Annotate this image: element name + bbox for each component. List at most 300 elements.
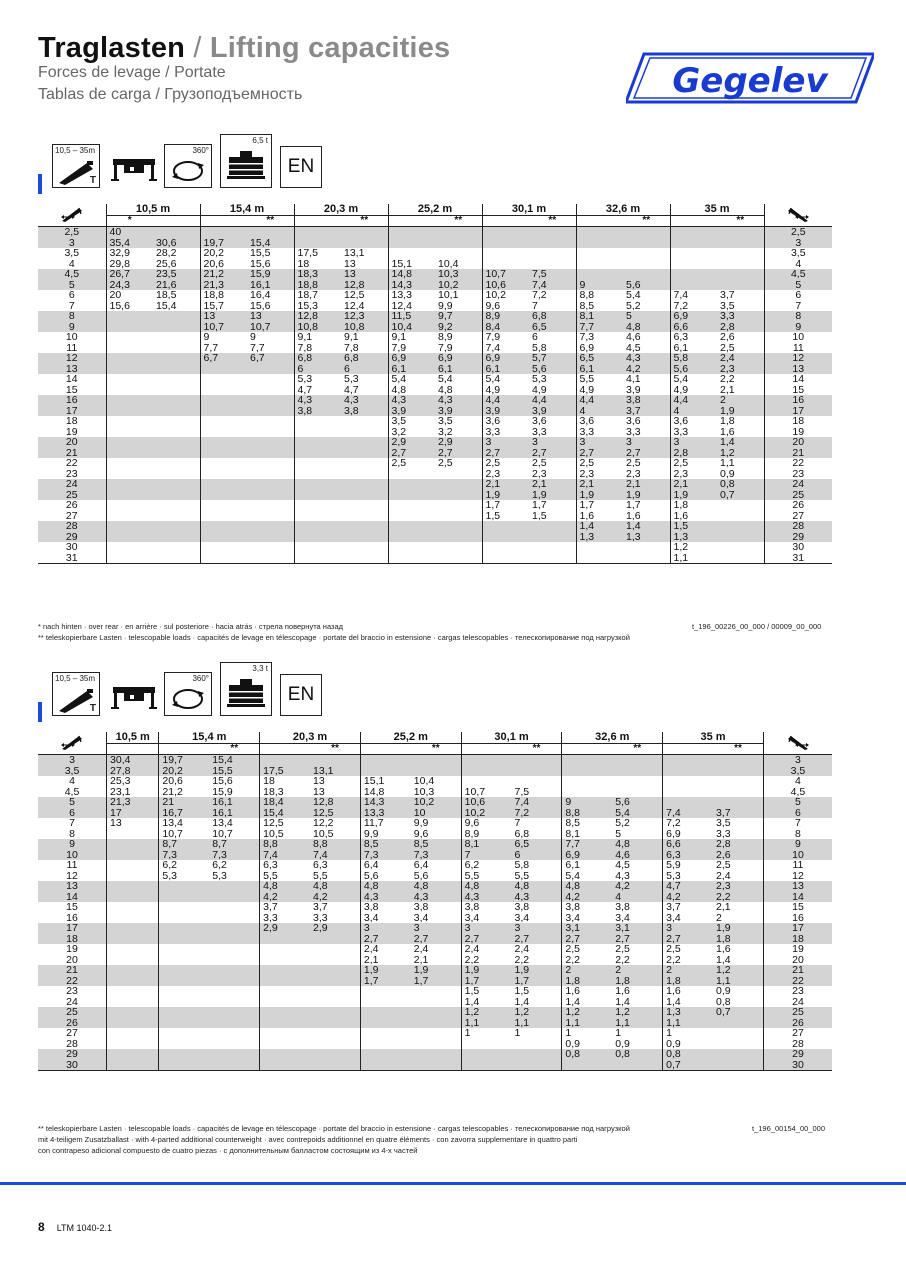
capacity-cell: 5,5 — [313, 870, 328, 881]
capacity-cell: 13 — [107, 818, 159, 829]
capacity-cell: 11,7 — [360, 818, 410, 829]
capacity-cell — [153, 553, 200, 564]
table-row — [38, 259, 832, 270]
slewing-360-icon — [164, 672, 212, 716]
table-row — [38, 269, 832, 280]
table-row — [38, 311, 832, 322]
capacity-cell: 4,3 — [623, 353, 670, 364]
capacity-cell: 9,9 — [438, 300, 453, 311]
table-row — [38, 913, 832, 924]
capacity-cell: 4,2 — [310, 892, 360, 903]
capacity-cell — [159, 986, 209, 997]
capacity-cell: 2,4 — [717, 353, 764, 364]
capacity-cell: 1,1 — [562, 1018, 612, 1029]
capacity-cell — [159, 934, 209, 945]
capacity-cell: 2,7 — [388, 448, 435, 459]
table-row — [38, 500, 832, 511]
capacity-cell — [107, 913, 159, 924]
slew-label: 360° — [192, 146, 209, 155]
load-type-mark — [562, 743, 612, 755]
capacity-cell — [435, 521, 482, 532]
capacity-cell: 2,3 — [626, 468, 641, 479]
capacity-cell — [209, 986, 259, 997]
capacity-cell — [411, 1007, 461, 1018]
capacity-cell — [159, 976, 209, 987]
load-type-mark — [461, 743, 511, 755]
capacity-cell: 5,8 — [514, 860, 530, 871]
boom-length-header: 35 m — [670, 204, 764, 215]
capacity-cell: 6,8 — [514, 828, 530, 839]
capacity-cell — [461, 1049, 511, 1060]
capacity-cell: 1,2 — [461, 1007, 511, 1018]
capacity-cell: 7,5 — [529, 269, 576, 280]
capacity-cell — [107, 1049, 159, 1060]
capacity-cell — [310, 986, 360, 997]
boom-length-header: 30,1 m — [482, 204, 576, 215]
capacity-cell: 4,8 — [260, 881, 310, 892]
capacity-cell: 1,5 — [461, 986, 511, 997]
capacity-cell — [106, 511, 153, 522]
capacity-cell: 13,3 — [360, 808, 410, 819]
capacity-cell: 3,4 — [615, 912, 630, 923]
capacity-cell: 2,5 — [626, 458, 641, 469]
capacity-cell: 2,5 — [482, 458, 529, 469]
capacity-cell — [341, 458, 388, 469]
capacity-cell: 4,8 — [612, 839, 662, 850]
capacity-cell — [153, 500, 200, 511]
capacity-cell: 3,3 — [313, 912, 328, 923]
radius-cell-right: 6 — [763, 808, 832, 819]
capacity-cell — [713, 1018, 763, 1029]
capacity-cell — [388, 248, 435, 259]
capacity-cell: 6,1 — [576, 364, 623, 375]
capacity-cell: 1,1 — [512, 1018, 562, 1029]
capacity-cell — [209, 1049, 259, 1060]
capacity-cell — [482, 227, 529, 238]
radius-cell: 12 — [66, 870, 78, 881]
radius-cell: 23 — [65, 468, 78, 479]
capacity-cell: 4,2 — [260, 892, 310, 903]
capacity-cell — [576, 259, 623, 270]
radius-cell-right: 4,5 — [764, 269, 832, 280]
capacity-cell: 21,3 — [200, 280, 247, 291]
capacity-cell: 1,9 — [713, 923, 763, 934]
capacity-cell: 3,6 — [626, 416, 641, 427]
capacity-cell — [209, 965, 259, 976]
capacity-cell: 5,7 — [529, 353, 576, 364]
capacity-cell: 1,2 — [612, 1007, 662, 1018]
capacity-cell: 2,5 — [615, 944, 630, 955]
table-row — [38, 986, 832, 997]
capacity-cell: 1,7 — [532, 500, 547, 511]
table-row — [38, 353, 832, 364]
capacity-cell — [713, 1049, 763, 1060]
capacity-cell — [461, 766, 511, 777]
table-row — [38, 290, 832, 301]
brand-logo — [626, 52, 874, 104]
capacity-cell: 10,4 — [413, 776, 435, 787]
capacity-cell: 30,6 — [153, 238, 200, 249]
capacity-cell: 1,6 — [670, 511, 717, 522]
capacity-cell: 4,8 — [438, 384, 453, 395]
capacity-cell: 23,1 — [107, 787, 159, 798]
capacity-cell: 9,6 — [482, 301, 529, 312]
capacity-cell — [310, 976, 360, 987]
capacity-cell — [294, 479, 341, 490]
capacity-cell — [612, 755, 662, 766]
capacity-cell: 7,2 — [512, 808, 562, 819]
radius-cell-right: 4 — [763, 776, 832, 787]
capacity-cell: 15,4 — [209, 755, 259, 766]
capacity-cell: 3,3 — [670, 427, 717, 438]
capacity-cell: 7,4 — [512, 797, 562, 808]
capacity-cell — [106, 427, 153, 438]
footnote-2b: mit 4-teiligem Zusatzballast · with 4-parted additional counterweight · avec contrepoids additionnel en quatre éléments · con zavorra supplementare in quattro parti — [38, 1135, 578, 1144]
capacity-cell — [388, 532, 435, 543]
capacity-cell: 1 — [562, 1028, 612, 1039]
capacity-cell: 4,8 — [562, 881, 612, 892]
capacity-cell: 4,9 — [670, 385, 717, 396]
capacity-cell: 2,7 — [435, 448, 482, 459]
capacity-cell — [670, 238, 717, 249]
capacity-cell: 21,6 — [153, 280, 200, 291]
load-type-mark: ** — [713, 743, 763, 755]
capacity-cell — [310, 997, 360, 1008]
capacity-cell: 15,9 — [212, 786, 233, 797]
title — [38, 32, 450, 65]
slewing-360-icon — [164, 144, 212, 188]
capacity-cell: 6 — [294, 364, 341, 375]
load-type-mark — [294, 215, 341, 227]
table-row — [38, 766, 832, 777]
capacity-cell: 6,2 — [461, 860, 511, 871]
capacity-cell — [341, 532, 388, 543]
capacity-cell — [360, 1007, 410, 1018]
capacity-cell: 6,3 — [670, 332, 717, 343]
capacity-cell — [529, 532, 576, 543]
capacity-cell — [247, 458, 294, 469]
radius-cell: 4,5 — [64, 786, 80, 797]
capacity-cell — [247, 511, 294, 522]
capacity-cell: 3 — [411, 923, 461, 934]
accent-marker — [38, 174, 42, 194]
radius-cell-right: 4,5 — [763, 787, 832, 798]
capacity-cell: 10,2 — [435, 280, 482, 291]
capacity-cell — [153, 343, 200, 354]
capacity-cell: 15,6 — [250, 258, 271, 269]
capacity-cell: 3,1 — [562, 923, 612, 934]
capacity-cell: 11,5 — [388, 311, 435, 322]
table-row — [38, 406, 832, 417]
capacity-cell: 5,4 — [670, 374, 717, 385]
table-row — [38, 808, 832, 819]
load-type-mark — [388, 215, 435, 227]
radius-cell-right: 20 — [764, 437, 832, 448]
capacity-cell — [247, 500, 294, 511]
radius-cell: 24 — [66, 996, 78, 1007]
capacity-cell: 8,1 — [562, 829, 612, 840]
capacity-cell: 1,3 — [670, 532, 717, 543]
capacity-cell: 3,5 — [716, 818, 731, 829]
radius-cell-right: 14 — [764, 374, 832, 385]
table-row — [38, 238, 832, 249]
capacity-cell: 6 — [341, 364, 388, 375]
capacity-cell: 1,2 — [713, 965, 763, 976]
capacity-cell — [200, 490, 247, 501]
capacity-cell — [247, 364, 294, 375]
capacity-cell — [209, 976, 259, 987]
capacity-cell: 10,6 — [482, 280, 529, 291]
capacity-cell: 3 — [529, 437, 576, 448]
capacity-cell — [107, 1007, 159, 1018]
capacity-cell: 2,3 — [713, 881, 763, 892]
table-row — [38, 343, 832, 354]
capacity-cell — [153, 448, 200, 459]
capacity-cell — [576, 227, 623, 238]
radius-cell: 30 — [65, 542, 78, 553]
capacity-cell: 1,7 — [576, 500, 623, 511]
capacity-cell: 6,5 — [576, 353, 623, 364]
capacity-cell — [341, 479, 388, 490]
capacity-cell — [294, 416, 341, 427]
capacity-cell — [562, 776, 612, 787]
capacity-cell — [529, 259, 576, 270]
capacity-cell: 2,7 — [360, 934, 410, 945]
capacity-cell: 2 — [562, 965, 612, 976]
capacity-cell — [294, 532, 341, 543]
radius-cell-right: 5 — [764, 280, 832, 291]
capacity-cell: 10,5 — [313, 828, 334, 839]
load-type-mark — [200, 215, 247, 227]
capacity-cell: 27,8 — [107, 766, 159, 777]
capacity-cell: 16,1 — [247, 280, 294, 291]
capacity-cell: 9 — [562, 797, 612, 808]
capacity-cell — [107, 892, 159, 903]
capacity-cell: 3 — [461, 923, 511, 934]
capacity-cell: 13,4 — [159, 818, 209, 829]
table-row — [38, 1007, 832, 1018]
radius-cell: 12 — [38, 353, 106, 364]
capacity-cell: 3,6 — [482, 416, 529, 427]
radius-cell-right: 23 — [763, 986, 832, 997]
capacity-cell: 2 — [716, 912, 722, 923]
capacity-cell: 2,5 — [438, 458, 453, 469]
capacity-cell — [106, 353, 153, 364]
capacity-cell — [576, 269, 623, 280]
capacity-cell: 3,8 — [294, 406, 341, 417]
load-type-mark — [107, 743, 159, 755]
capacity-cell: 3,4 — [360, 913, 410, 924]
capacity-cell — [209, 997, 259, 1008]
capacity-cell: 1,7 — [626, 500, 641, 511]
capacity-cell — [209, 955, 259, 966]
capacity-cell — [294, 448, 341, 459]
load-type-mark: ** — [612, 743, 662, 755]
capacity-cell: 3,2 — [438, 426, 453, 437]
table-row — [38, 776, 832, 787]
radius-cell-right: 24 — [764, 479, 832, 490]
capacity-cell: 15,1 — [360, 776, 410, 787]
table-row — [38, 839, 832, 850]
capacity-cell — [106, 479, 153, 490]
capacity-cell — [260, 1049, 310, 1060]
capacity-cell — [360, 1039, 410, 1050]
radius-cell: 14 — [38, 892, 107, 903]
capacity-cell — [107, 944, 159, 955]
capacity-cell — [159, 1007, 209, 1018]
radius-cell: 2,5 — [38, 227, 106, 238]
capacity-cell — [106, 500, 153, 511]
capacity-cell — [153, 385, 200, 396]
capacity-cell — [106, 343, 153, 354]
capacity-cell — [512, 1049, 562, 1060]
capacity-cell: 19,7 — [159, 755, 209, 766]
capacity-cell: 17,5 — [260, 766, 310, 777]
capacity-cell — [159, 955, 209, 966]
radius-cell-right: 22 — [764, 458, 832, 469]
capacity-cell: 4,9 — [532, 384, 547, 395]
boom-length-header: 32,6 m — [576, 204, 670, 215]
capacity-cell: 6,9 — [576, 343, 623, 354]
capacity-cell — [411, 1018, 461, 1029]
capacity-cell: 15,5 — [209, 766, 259, 777]
capacity-cell: 3,1 — [612, 923, 662, 934]
capacity-cell: 18 — [260, 776, 310, 787]
boom-suffix-label: T — [89, 703, 96, 714]
capacity-cell: 8,5 — [360, 839, 410, 850]
capacity-cell — [200, 406, 247, 417]
capacity-table-2 — [38, 732, 832, 1071]
capacity-cell: 12,5 — [310, 808, 360, 819]
capacity-cell — [209, 934, 259, 945]
capacity-cell: 1,1 — [720, 458, 735, 469]
capacity-cell: 4,7 — [663, 881, 713, 892]
radius-cell-right: 19 — [764, 427, 832, 438]
table-row — [38, 1028, 832, 1039]
capacity-cell — [107, 923, 159, 934]
radius-cell-right: 18 — [763, 934, 832, 945]
footnote-2c: con contrapeso adicional compuesto de cuatro piezas · с дополнительным балластом состоящим из 4-х частей — [38, 1146, 418, 1155]
capacity-cell — [529, 227, 576, 238]
capacity-cell: 1,4 — [717, 437, 764, 448]
capacity-cell — [294, 427, 341, 438]
capacity-cell: 3,9 — [626, 384, 641, 395]
capacity-cell — [482, 553, 529, 564]
radius-cell: 3,5 — [38, 766, 107, 777]
capacity-cell — [153, 227, 200, 238]
capacity-cell: 0,8 — [717, 479, 764, 490]
capacity-cell: 3,8 — [562, 902, 612, 913]
capacity-cell — [388, 469, 435, 480]
capacity-cell: 3 — [576, 437, 623, 448]
capacity-cell: 18,8 — [294, 280, 341, 291]
radius-cell: 18 — [65, 416, 78, 427]
capacity-cell: 1,6 — [576, 511, 623, 522]
capacity-cell — [562, 787, 612, 798]
capacity-cell — [247, 374, 294, 385]
language-code: EN — [280, 146, 322, 188]
capacity-cell — [388, 521, 435, 532]
capacity-cell — [200, 542, 247, 553]
capacity-cell: 0,8 — [663, 1049, 713, 1060]
capacity-cell: 2,7 — [461, 934, 511, 945]
capacity-cell: 8,7 — [209, 839, 259, 850]
radius-cell-right: 11 — [763, 860, 832, 871]
capacity-cell: 15,4 — [156, 300, 177, 311]
capacity-cell: 3 — [360, 923, 410, 934]
capacity-cell: 6,9 — [562, 850, 612, 861]
capacity-cell — [717, 248, 764, 259]
capacity-cell — [435, 238, 482, 249]
boom-length-header: 10,5 m — [107, 732, 159, 743]
capacity-cell — [294, 542, 341, 553]
capacity-cell — [388, 500, 435, 511]
capacity-cell — [107, 881, 159, 892]
radius-cell: 14 — [65, 374, 78, 385]
capacity-cell: 12,8 — [310, 797, 360, 808]
capacity-cell: 8,8 — [576, 290, 623, 301]
capacity-cell: 12,8 — [294, 311, 341, 322]
capacity-cell: 5,6 — [529, 364, 576, 375]
capacity-cell — [106, 490, 153, 501]
capacity-cell: 5,6 — [612, 797, 662, 808]
capacity-cell — [623, 553, 670, 564]
configuration-icons-1 — [38, 134, 338, 190]
capacity-cell: 16,7 — [159, 808, 209, 819]
capacity-cell: 5,6 — [360, 871, 410, 882]
capacity-cell: 8,5 — [576, 301, 623, 312]
capacity-cell — [159, 1060, 209, 1071]
capacity-cell: 12,4 — [388, 301, 435, 312]
capacity-cell: 4,3 — [388, 395, 435, 406]
capacity-cell: 2,4 — [716, 870, 731, 881]
capacity-cell: 7,3 — [159, 850, 209, 861]
capacity-cell — [200, 416, 247, 427]
capacity-cell — [153, 322, 200, 333]
capacity-cell — [713, 776, 763, 787]
capacity-cell: 2,1 — [670, 479, 717, 490]
capacity-cell — [512, 776, 562, 787]
capacity-cell: 7,3 — [360, 850, 410, 861]
radius-cell-right: 27 — [764, 511, 832, 522]
capacity-cell: 2,6 — [720, 332, 735, 343]
counterweight-icon — [220, 134, 272, 188]
capacity-cell — [107, 997, 159, 1008]
capacity-cell — [294, 500, 341, 511]
capacity-cell: 30,4 — [107, 755, 159, 766]
capacity-cell — [310, 965, 360, 976]
capacity-cell: 14,3 — [388, 280, 435, 291]
capacity-cell: 6,7 — [200, 353, 247, 364]
capacity-cell: 1,8 — [713, 934, 763, 945]
radius-cell-right: 20 — [763, 955, 832, 966]
capacity-cell: 13,3 — [388, 290, 435, 301]
capacity-cell — [435, 248, 482, 259]
capacity-cell: 6,1 — [482, 364, 529, 375]
table-row — [38, 364, 832, 375]
capacity-cell — [341, 511, 388, 522]
capacity-cell: 4,6 — [612, 850, 662, 861]
capacity-cell: 6,9 — [388, 353, 435, 364]
load-type-mark — [260, 743, 310, 755]
capacity-cell — [106, 437, 153, 448]
capacity-cell: 1,9 — [623, 490, 670, 501]
radius-cell: 8 — [69, 828, 75, 839]
capacity-cell — [159, 1018, 209, 1029]
load-type-mark — [159, 743, 209, 755]
capacity-cell: 3,7 — [720, 290, 735, 301]
capacity-cell: 6,9 — [663, 829, 713, 840]
